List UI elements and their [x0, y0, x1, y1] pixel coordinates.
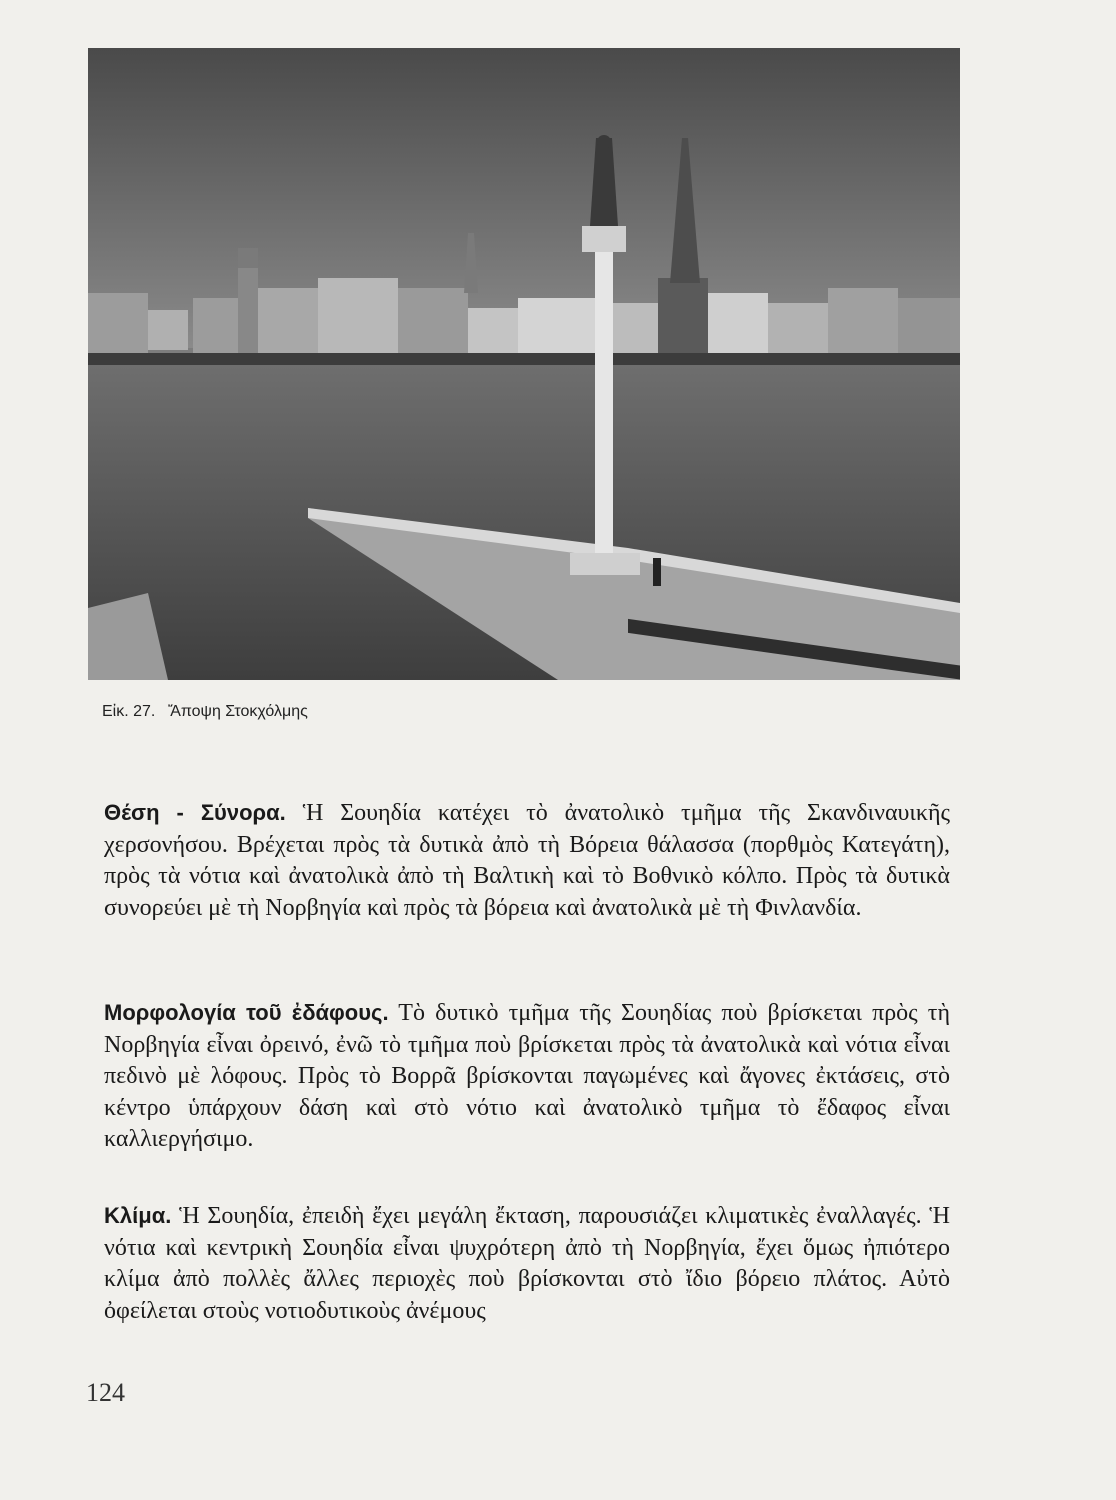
page-number: 124: [86, 1378, 125, 1407]
section-text: Ἡ Σουηδία κατέχει τὸ ἀνατολικὸ τμῆμα τῆς Σκανδιναυικῆς χερσονήσου. Βρέχεται πρὸς τὰ δυτικὰ ἀπὸ τὴ Βόρεια θάλασσα (πορθμὸς Κατεγάτη), πρὸς τὰ νότια καὶ ἀνατολικὰ ἀπὸ τὴ Βαλτικὴ καὶ τὸ Βοθνικὸ κόλπο. Πρὸς τὰ δυτικὰ συνορεύει μὲ τὴ Νορβηγία καὶ πρὸς τὰ βόρεια καὶ ἀνατολικὰ μὲ τὴ Φινλανδία.: [104, 800, 950, 921]
section-climate: [104, 1200, 950, 1327]
photo-column: [595, 248, 613, 558]
section-heading: Θέση - Σύνορα.: [104, 800, 286, 825]
figure-title: Ἄποψη Στοκχόλμης: [167, 703, 308, 720]
section-heading: Μορφολογία τοῦ ἐδάφους.: [104, 1000, 389, 1025]
section-morphology: [104, 997, 950, 1156]
section-heading: Κλίμα.: [104, 1203, 172, 1228]
photo-shoreline: [88, 353, 960, 365]
section-position-borders: [104, 797, 950, 924]
photo-tower: [238, 248, 258, 268]
photo-column-capital: [582, 226, 626, 252]
figure-caption: [102, 703, 308, 721]
figure-photo-stockholm: [88, 48, 960, 680]
section-text: Τὸ δυτικὸ τμῆμα τῆς Σουηδίας ποὺ βρίσκεται πρὸς τὴ Νορβηγία εἶναι ὀρεινό, ἐνῶ τὸ τμῆμα ποὺ βρίσκεται πρὸς τὰ ἀνατολικὰ καὶ νότια εἶναι πεδινὸ μὲ λόφους. Πρὸς τὸ Βορρᾶ βρίσκονται παγωμένες καὶ ἄγονες ἐκτάσεις, στὸ κέντρο ὑπάρχουν δάση καὶ στὸ νότιο καὶ ἀνατολικὸ τμῆμα τὸ ἔδαφος εἶναι καλλιεργήσιμο.: [104, 1000, 951, 1152]
section-text: Ἡ Σουηδία, ἐπειδὴ ἔχει μεγάλη ἔκταση, παρουσιάζει κλιματικὲς ἐναλλαγές. Ἡ νότια καὶ κεντρικὴ Σουηδία εἶναι ψυχρότερη ἀπὸ τὴ Νορβηγία, ἔχει ὅμως ἠπιότερο κλίμα ἀπὸ πολλὲς ἄλλες περιοχὲς ποὺ βρίσκονται στὸ ἴδιο βόρειο πλάτος. Αὐτὸ ὀφείλεται στοὺς νοτιοδυτικοὺς ἀνέμους: [104, 1203, 950, 1324]
photo-column-base: [570, 553, 640, 575]
photo-statue-head: [597, 135, 611, 149]
figure-label: Εἰκ. 27.: [102, 703, 156, 720]
photo-person: [653, 558, 661, 586]
